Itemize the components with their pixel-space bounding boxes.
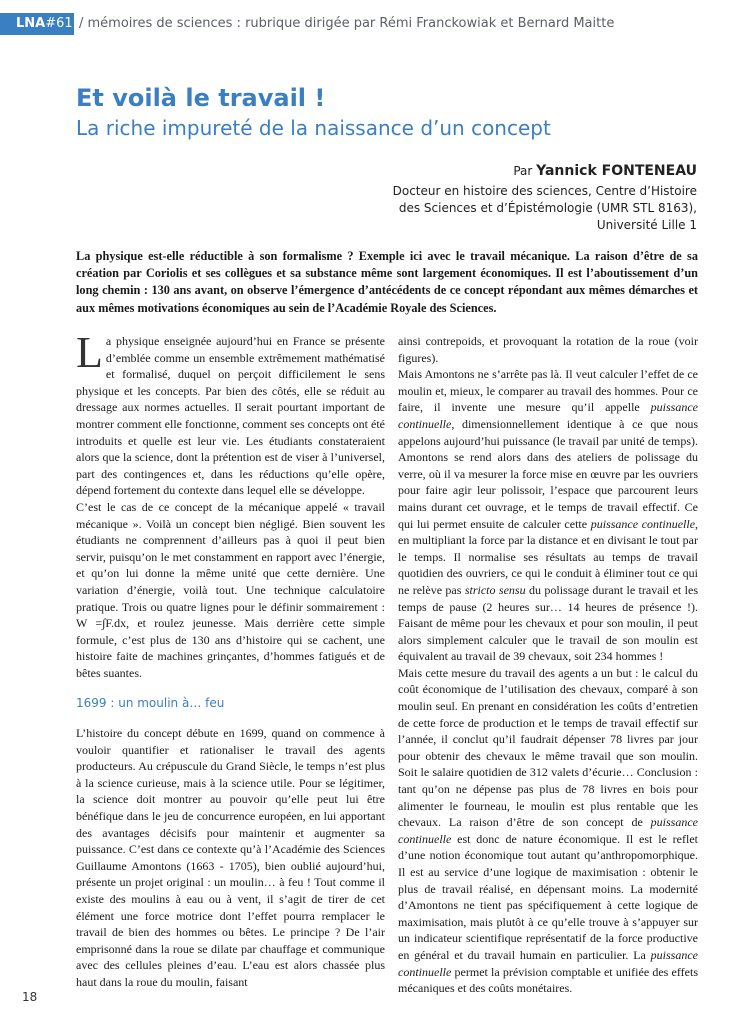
page-number: 18 xyxy=(22,990,38,1004)
issue-badge xyxy=(0,13,74,35)
body-paragraph: C’est le cas de ce concept de la mécanique appelé « travail mécanique ». Voilà un concept bien négligé. Bien souvent les étudiants ne comprennent d’ailleurs pas à quoi il peut bien servir, puisqu’on le met constamment en rapport avec l’énergie, et qu’on lui donne la même unité que cette dernière. Une variation d’énergie, voilà tout. Une technique calculatoire pratique. Trois ou quatre lignes pour le définir sommairement : W =∫F.dx, et roulez jeunesse. Mais derrière cette simple formule, c’est plus de 130 ans d’histoire qui se cachent, une histoire faite de machines grinçantes, d’hommes fatigués et de bêtes suantes. xyxy=(76,499,385,680)
paragraph-text: , dimensionnellement identique à ce que nous appelons aujourd’hui puissance (le travail par unité de temps). Amontons se rend alors dans des ateliers de polissage du verre, où il va mesurer la force mise en œuvre par les ouvriers pour faire agir leur polissoir, l’espace que parcourent leurs mains durant cet ouvrage, et le temps de travail effectif. Ce qui lui permet ensuite de calculer cette xyxy=(398,416,698,531)
body-paragraph xyxy=(76,328,385,499)
right-column xyxy=(398,333,698,997)
drop-cap: L xyxy=(76,328,103,377)
paragraph-text: a physique enseignée aujourd’hui en France se présente d’emblée comme un ensemble extrêmement mathématisé et formalisé, duquel on perçoit difficilement le sens physique et les concepts. Par bien des côtés, elle se réduit au dressage aux normes actuelles. Il serait pourtant important de montrer comment elle fonctionne, comment ses concepts ont été introduits et quelle est leur vie. Les étudiants constateraient alors que la science, dont la prétention est de viser à l’universel, part des contingences et, dans les réductions qu’elle opère, dépend fortement du contexte dans lequel elle se développe. xyxy=(76,334,385,498)
body-paragraph: L’histoire du concept débute en 1699, quand on commence à vouloir quantifier et rationaliser le travail des agents producteurs. Au crépuscule du Grand Siècle, le temps n’est plus à la science curieuse, mais à la science utile. Pour se légitimer, la science doit montrer au pouvoir qu’elle peut lui être bénéfique dans le jeu de concurrence européen, en lui apportant des avantages décisifs pour maintenir et augmenter sa puissance. C’est dans ce contexte qu’à l’Académie des Sciences Guillaume Amontons (1663 - 1705), bien oublié aujourd’hui, présente un projet original : un moulin… à feu ! Tout comme il existe des moulins à eau ou à vent, il s’agit de tirer de cet élément une force motrice dont l’effet pourra remplacer le travail de bien des hommes ou bêtes. Le principe ? De l’air emprisonné dans la roue se dilate par chauffage et communique avec des cellules pleines d’eau. L’eau est alors chassée plus haut dans la roue du moulin, faisant xyxy=(76,726,385,989)
affiliation-line: Université Lille 1 xyxy=(596,218,697,232)
left-column xyxy=(76,328,385,991)
emphasis: puissance continuelle xyxy=(398,400,698,431)
author-prefix: Par xyxy=(513,164,533,178)
abstract: La physique est-elle réductible à son formalisme ? Exemple ici avec le travail mécanique. La raison d’être de sa création par Coriolis et ses collègues et sa substance même sont largement économiques. Il est l’aboutissement d’un long chemin : 130 ans avant, on observe l’émergence d’antécédents de ce concept répondant aux mêmes démarches et aux mêmes motivations économiques au sein de l’Académie Royale des Sciences. xyxy=(76,249,698,315)
article-subtitle: La riche impureté de la naissance d’un concept xyxy=(76,116,551,140)
author-line xyxy=(393,163,697,180)
emphasis: puissance continuelle xyxy=(398,947,698,979)
emphasis: stricto sensu xyxy=(464,582,526,597)
emphasis: puissance continuelle xyxy=(398,815,698,846)
section-heading: 1699 : un moulin à… feu xyxy=(76,696,225,711)
body-paragraph: ainsi contrepoids, et provoquant la rotation de la roue (voir figures). xyxy=(398,334,698,365)
paragraph-text: permet la prévision comptable et unifiée des effets mécaniques et des coûts monétaires. xyxy=(398,964,698,996)
body-paragraph xyxy=(398,665,698,997)
author-name: Yannick FONTENEAU xyxy=(536,163,697,179)
author-block xyxy=(393,163,697,234)
paragraph-text: Mais cette mesure du travail des agents a un but : le calcul du coût économique de l’utilisation des chevaux, comparé à son moulin seul. En prenant en considération les coûts d’entretien de cette force de production et le temps de travail effectif sur l’année, il conclut qu’il faudrait dépenser 78 livres par jour pour obtenir des chevaux le même travail que son moulin. Soit le salaire quotidien de 312 valets d’écurie… Conclusion : tant qu’on ne dépense pas plus de 78 livres en bois pour alimenter le fourneau, le moulin est plus rentable que les chevaux. La raison d’être de son concept de xyxy=(398,665,698,830)
body-paragraph xyxy=(398,366,698,665)
paragraph-text: , en multipliant la force par la distance et en divisant le tout par le temps. Il normalise ses résultats au temps de travail quotidien des ouvriers, ce qui le conduit à éliminer tout ce qui ne relève pas xyxy=(398,516,699,597)
journal-abbrev: LNA xyxy=(16,16,46,31)
affiliation-line: Docteur en histoire des sciences, Centre d’Histoire xyxy=(392,184,697,198)
rubric-text: / mémoires de sciences : rubrique dirigée par Rémi Franckowiak et Bernard Maitte xyxy=(79,16,615,31)
emphasis: puissance continuelle xyxy=(590,516,696,531)
issue-number: #61 xyxy=(45,16,73,31)
article-title: Et voilà le travail ! xyxy=(76,84,326,112)
paragraph-text: du polissage durant le travail et les temps de pause (2 heures sur… 14 heures de présence !). Faisant de même pour les chevaux et pour son moulin, il peut alors simplement calculer que le travail de son moulin est équivalent au travail de 39 chevaux, soit 234 hommes ! xyxy=(398,582,698,664)
running-header xyxy=(0,13,739,35)
affiliation-line: des Sciences et d’Épistémologie (UMR STL 8163), xyxy=(398,201,697,215)
paragraph-text: Mais Amontons ne s’arrête pas là. Il veut calculer l’effet de ce moulin et, mieux, le comparer au travail des hommes. Pour ce faire, il invente une mesure qu’il appelle xyxy=(398,367,698,415)
paragraph-text: est donc de nature économique. Il est le reflet d’une notion économique tout autant qu’anthropomorphique. Il est au service d’une logique de maximisation : obtenir le plus de travail réalisé, en dépensant moins. La modernité d’Amontons ne tient pas spécifiquement à cette logique de maximisation, mais plutôt à ce qu’elle trouve à s’appuyer sur un indicateur scientifique représentatif de la force productive en général et du travail humain en particulier. La xyxy=(398,831,698,962)
